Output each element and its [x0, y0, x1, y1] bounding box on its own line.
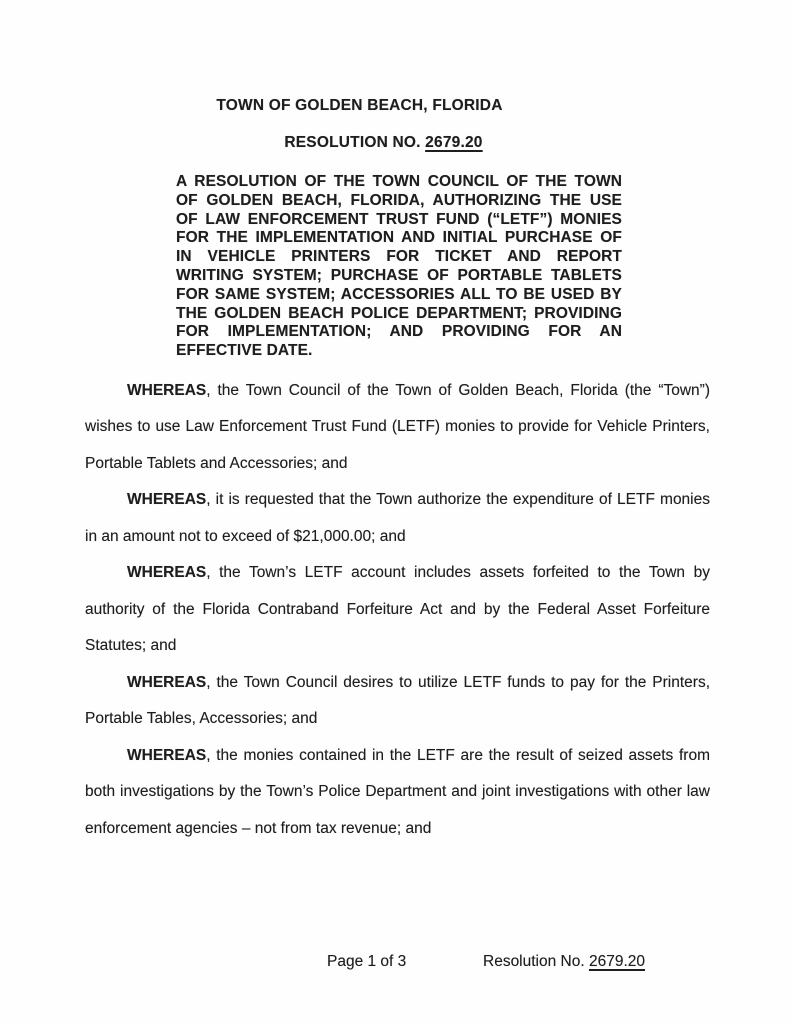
- whereas-text: , the Town’s LETF account includes assets forfeited to the Town by authority of the Florida Contraband Forfeiture Act and by the Federal Asset Forfeiture Statutes; and: [85, 564, 710, 655]
- document-header: [0, 0, 791, 152]
- resolution-number-heading: [0, 134, 779, 152]
- whereas-text: , the Town Council of the Town of Golden Beach, Florida (the “Town”) wishes to use Law Enforcement Trust Fund (LETF) monies to provide for Vehicle Printers, Portable Tablets and Accessories; and: [85, 381, 710, 472]
- footer-resolution-reference: [483, 953, 645, 971]
- resolution-heading-label: RESOLUTION NO.: [284, 134, 426, 151]
- footer-resolution-label: Resolution No.: [483, 953, 589, 970]
- whereas-paragraph: [85, 738, 710, 848]
- document-body: [85, 373, 710, 848]
- page-number: Page 1 of 3: [327, 953, 407, 970]
- whereas-text: , it is requested that the Town authorize the expenditure of LETF monies in an amount not to exceed of $21,000.00; and: [85, 491, 710, 545]
- whereas-keyword: WHEREAS: [127, 381, 207, 399]
- whereas-keyword: WHEREAS: [127, 564, 207, 582]
- whereas-keyword: WHEREAS: [127, 673, 207, 691]
- resolution-heading-number: 2679.20: [425, 134, 483, 151]
- whereas-paragraph: [85, 482, 710, 555]
- document-title: TOWN OF GOLDEN BEACH, FLORIDA: [216, 97, 503, 114]
- whereas-text: , the monies contained in the LETF are the result of seized assets from both investigations by the Town’s Police Department and joint investigations with other law enforcement agencies – not from tax revenue; and: [85, 746, 710, 837]
- resolution-caption: A RESOLUTION OF THE TOWN COUNCIL OF THE TOWN OF GOLDEN BEACH, FLORIDA, AUTHORIZING THE USE OF LAW ENFORCEMENT TRUST FUND (“LETF”) MONIES FOR THE IMPLEMENTATION AND INITIAL PURCHASE OF IN VEHICLE PRINTERS FOR TICKET AND REPORT WRITING SYSTEM; PURCHASE OF PORTABLE TABLETS FOR SAME SYSTEM; ACCESSORIES ALL TO BE USED BY THE GOLDEN BEACH POLICE DEPARTMENT; PROVIDING FOR IMPLEMENTATION; AND PROVIDING FOR AN EFFECTIVE DATE.: [176, 173, 622, 360]
- whereas-paragraph: [85, 665, 710, 738]
- whereas-text: , the Town Council desires to utilize LETF funds to pay for the Printers, Portable Tables, Accessories; and: [85, 673, 710, 728]
- whereas-paragraph: [85, 373, 710, 483]
- footer-resolution-number: 2679.20: [588, 953, 646, 970]
- whereas-keyword: WHEREAS: [127, 491, 207, 509]
- whereas-keyword: WHEREAS: [127, 746, 207, 764]
- whereas-paragraph: [85, 555, 710, 665]
